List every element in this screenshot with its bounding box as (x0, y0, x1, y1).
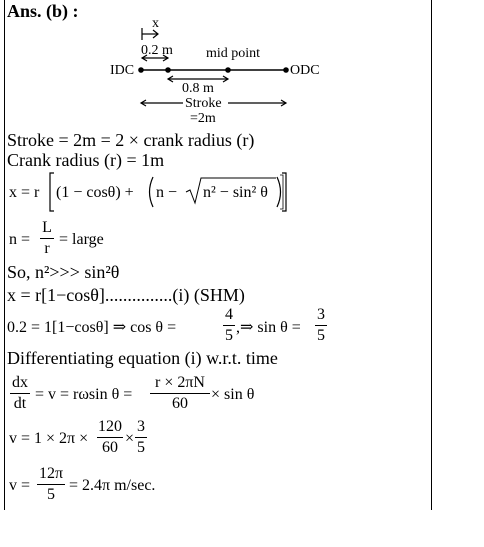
mid-point-label: mid point (206, 46, 261, 61)
dxdt-numerator: dx (12, 374, 28, 391)
velocity-fraction (150, 374, 210, 413)
answer-heading: Ans. (b) : (7, 1, 79, 21)
n-eq-suffix: = large (59, 231, 104, 248)
n-eq-numerator: L (42, 219, 52, 236)
sin-eq-mid: ,⇒ sin θ = (236, 319, 301, 336)
velocity-denominator: 60 (172, 395, 188, 412)
v-result-denominator: 5 (47, 486, 55, 503)
shm-equation: x = r[1−cosθ]...............(i) (SHM) (7, 285, 245, 305)
distance-label-0.2m: 0.2 m (141, 43, 173, 58)
x-eq-term2: n − (156, 184, 178, 201)
sin-denominator: 5 (317, 327, 325, 344)
dxdt-denominator: dt (13, 395, 27, 412)
n-eq-fraction (40, 219, 54, 258)
v-sub-times: × (125, 430, 135, 447)
v-result-prefix: v = (9, 477, 31, 494)
x-eq-prefix: x = r (9, 184, 40, 201)
x-eq-term1: (1 − cosθ) + (56, 184, 134, 201)
sine-value-denominator: 5 (137, 439, 145, 456)
assumption-line: So, n²>>> sin²θ (7, 262, 120, 282)
differentiating-line: Differentiating equation (i) w.r.t. time (7, 348, 278, 368)
sin-fraction (315, 306, 327, 345)
stroke-label: Stroke (185, 96, 222, 111)
n-eq-denominator: r (44, 240, 50, 257)
cos-fraction (223, 306, 235, 345)
n-eq-prefix: n = (9, 231, 31, 248)
sine-value-numerator: 3 (137, 418, 145, 435)
rpm-fraction (97, 418, 123, 457)
velocity-numerator: r × 2πN (155, 374, 205, 391)
sine-value-fraction (135, 418, 147, 457)
velocity-eq-mid: = v = rωsin θ = (35, 386, 133, 403)
stroke-equation: Stroke = 2m = 2 × crank radius (r) (7, 130, 255, 150)
velocity-eq-suffix: × sin θ (211, 386, 255, 403)
crank-diagram (0, 0, 484, 130)
x-label: x (152, 16, 159, 31)
cos-eq-prefix: 0.2 = 1[1−cosθ] ⇒ cos θ = (7, 319, 177, 336)
v-result-suffix: = 2.4π m/sec. (69, 477, 156, 494)
v-result-numerator: 12π (38, 465, 64, 482)
cos-numerator: 4 (225, 306, 233, 323)
distance-label-0.8m: 0.8 m (182, 81, 214, 96)
rpm-denominator: 60 (102, 439, 118, 456)
stroke-value: =2m (190, 111, 216, 126)
sin-numerator: 3 (317, 306, 325, 323)
dxdt-fraction (10, 374, 30, 413)
cos-denominator: 5 (225, 327, 233, 344)
crank-radius-line: Crank radius (r) = 1m (7, 150, 165, 170)
odc-label: ODC (290, 63, 320, 78)
v-result-fraction (37, 465, 65, 504)
x-eq-root: n² − sin² θ (203, 184, 268, 201)
rpm-numerator: 120 (98, 418, 122, 435)
idc-label: IDC (110, 63, 135, 78)
v-sub-prefix: v = 1 × 2π × (9, 430, 89, 447)
